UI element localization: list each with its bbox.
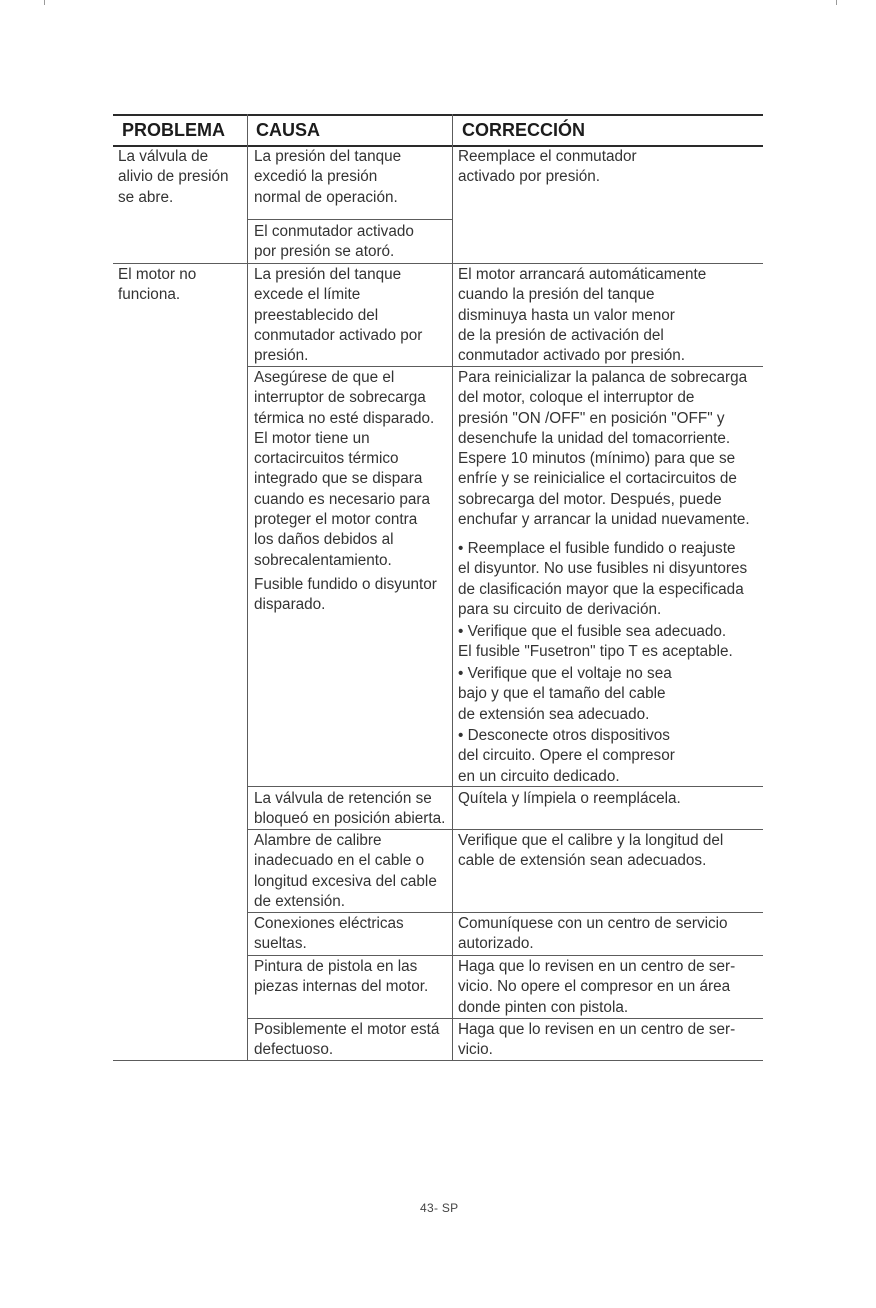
cause-spray-paint: Pintura de pistola en las piezas internas del motor. — [254, 958, 429, 996]
entry-divider — [247, 1018, 763, 1019]
correction-reset-overload: Para reinicializar la palanca de sobrecarga del motor, coloque el interruptor de presión "ON /OFF" en posición "OFF" y desenchufe la unidad del tomacorriente. Espere 10 minutos (mínimo) para que se enfríe y se reinicialice el cortacircuitos de sobrecarga del motor. Después, puede enchufar y arrancar la unidad nuevamente. — [458, 369, 750, 529]
cause-tank-pressure-exceeds-limit: La presión del tanque excede el límite preestablecido del conmutador activado por presión. — [254, 266, 423, 365]
correction-check-extension-cord: Verifique que el calibre y la longitud del cable de extensión sean adecuados. — [458, 832, 724, 870]
correction-motor-auto-restart: El motor arrancará automáticamente cuando la presión del tanque disminuya hasta un valor menor de la presión de activación del conmutador activado por presión. — [458, 266, 707, 365]
column-divider-cause-correction — [452, 114, 453, 1061]
correction-disconnect-devices: • Desconecte otros dispositivos del circuito. Opere el compresor en un circuito dedicado. — [458, 727, 675, 785]
problem-motor-not-running: El motor no funciona. — [118, 266, 197, 304]
cause-defective-motor: Posiblemente el motor está defectuoso. — [254, 1021, 440, 1059]
correction-replace-pressure-switch: Reemplace el conmutador activado por presión. — [458, 148, 637, 186]
header-cause: CAUSA — [256, 120, 321, 140]
entry-divider — [247, 955, 763, 956]
header-problem: PROBLEMA — [122, 120, 225, 140]
cause-loose-connections: Conexiones eléctricas sueltas. — [254, 915, 404, 953]
correction-replace-fuse: • Reemplace el fusible fundido o reajuste el disyuntor. No use fusibles ni disyuntores de clasificación mayor que la especificada para su circuito de derivación. — [458, 540, 748, 618]
column-divider-problem-cause — [247, 114, 248, 1061]
header-top-rule — [113, 114, 763, 116]
correction-service-spray-paint: Haga que lo revisen en un centro de ser- vicio. No opere el compresor en un área donde pinten con pistola. — [458, 958, 736, 1016]
row-divider — [113, 263, 763, 264]
correction-clean-check-valve: Quítela y límpiela o reemplácela. — [458, 790, 681, 807]
cause-extension-cord: Alambre de calibre inadecuado en el cable o longitud excesiva del cable de extensión. — [254, 832, 437, 910]
cause-tank-pressure-exceeded: La presión del tanque excedió la presión normal de operación. — [254, 148, 402, 206]
cause-pressure-switch-stuck: El conmutador activado por presión se atoró. — [254, 223, 414, 261]
cause-thermal-overload: Asegúrese de que el interruptor de sobrecarga térmica no esté disparado. El motor tiene un cortacircuitos térmico integrado que se dispara cuando es necesario para proteger el motor contra los daños debidos al sobrecalentamiento. — [254, 369, 435, 569]
correction-check-fuse: • Verifique que el fusible sea adecuado. El fusible "Fusetron" tipo T es aceptable. — [458, 623, 733, 661]
cause-check-valve-stuck: La válvula de retención se bloqueó en posición abierta. — [254, 790, 446, 828]
cause-divider — [247, 219, 452, 220]
crop-mark-right — [836, 0, 837, 5]
header-correction: CORRECCIÓN — [462, 120, 586, 140]
correction-service-motor: Haga que lo revisen en un centro de ser- vicio. — [458, 1021, 736, 1059]
page-number: 43- SP — [420, 1201, 459, 1215]
problem-relief-valve-opens: La válvula de alivio de presión se abre. — [118, 148, 229, 206]
correction-check-voltage: • Verifique que el voltaje no sea bajo y que el tamaño del cable de extensión sea adecuado. — [458, 665, 672, 723]
crop-mark-left — [44, 0, 45, 5]
cause-blown-fuse: Fusible fundido o disyuntor disparado. — [254, 576, 437, 614]
correction-contact-service: Comuníquese con un centro de servicio autorizado. — [458, 915, 728, 953]
